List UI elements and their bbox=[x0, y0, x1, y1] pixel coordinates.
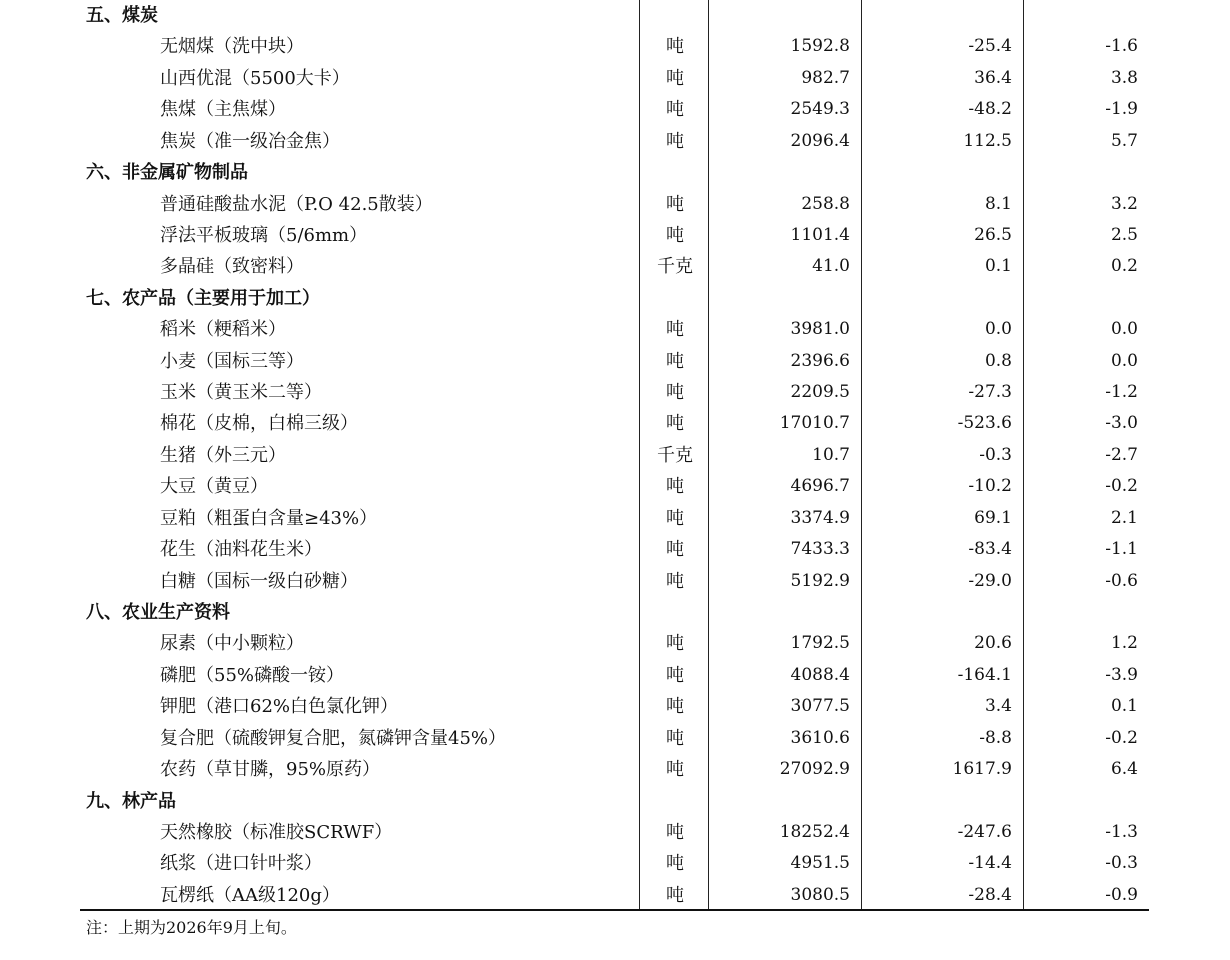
table-row bbox=[0, 31, 1230, 62]
price-cell: 18252.4 bbox=[779, 821, 850, 842]
unit-cell: 吨 bbox=[666, 539, 684, 561]
category-row bbox=[0, 786, 1230, 817]
unit-cell: 吨 bbox=[666, 130, 684, 152]
price-cell: 2396.6 bbox=[790, 350, 850, 371]
price-cell: 3981.0 bbox=[790, 319, 850, 340]
table-row bbox=[0, 377, 1230, 408]
percent-change-cell: -0.9 bbox=[1105, 884, 1138, 905]
change-cell: 0.1 bbox=[984, 256, 1012, 277]
change-cell: 36.4 bbox=[974, 67, 1012, 88]
category-title: 九、林产品 bbox=[86, 790, 176, 812]
change-cell: -48.2 bbox=[968, 99, 1012, 120]
price-cell: 3077.5 bbox=[790, 696, 850, 717]
category-title: 六、非金属矿物制品 bbox=[86, 162, 248, 184]
price-cell: 3374.9 bbox=[790, 507, 850, 528]
unit-cell: 吨 bbox=[666, 664, 684, 686]
product-name: 普通硅酸盐水泥（P.O 42.5散装） bbox=[160, 193, 433, 215]
table-row bbox=[0, 723, 1230, 754]
change-cell: -28.4 bbox=[968, 884, 1012, 905]
price-cell: 17010.7 bbox=[779, 413, 850, 434]
table-row bbox=[0, 503, 1230, 534]
percent-change-cell: -0.2 bbox=[1105, 727, 1138, 748]
change-cell: -29.0 bbox=[968, 570, 1012, 591]
table-row bbox=[0, 628, 1230, 659]
change-cell: -10.2 bbox=[968, 476, 1012, 497]
category-row bbox=[0, 597, 1230, 628]
product-name: 豆粕（粗蛋白含量≥43%） bbox=[160, 507, 378, 529]
percent-change-cell: 0.2 bbox=[1110, 256, 1138, 277]
unit-cell: 吨 bbox=[666, 193, 684, 215]
unit-cell: 吨 bbox=[666, 36, 684, 58]
price-cell: 3610.6 bbox=[790, 727, 850, 748]
product-name: 稻米（粳稻米） bbox=[160, 319, 286, 341]
price-cell: 1101.4 bbox=[790, 224, 850, 245]
price-cell: 5192.9 bbox=[790, 570, 850, 591]
unit-cell: 吨 bbox=[666, 350, 684, 372]
change-cell: -14.4 bbox=[968, 853, 1012, 874]
table-row bbox=[0, 126, 1230, 157]
unit-cell: 吨 bbox=[666, 319, 684, 341]
product-name: 天然橡胶（标准胶SCRWF） bbox=[160, 821, 393, 843]
unit-cell: 吨 bbox=[666, 727, 684, 749]
percent-change-cell: -0.2 bbox=[1105, 476, 1138, 497]
change-cell: -8.8 bbox=[979, 727, 1012, 748]
product-name: 无烟煤（洗中块） bbox=[160, 36, 304, 58]
product-name: 玉米（黄玉米二等） bbox=[160, 382, 322, 404]
unit-cell: 吨 bbox=[666, 696, 684, 718]
unit-cell: 吨 bbox=[666, 413, 684, 435]
category-title: 八、农业生产资料 bbox=[86, 601, 230, 623]
product-name: 小麦（国标三等） bbox=[160, 350, 304, 372]
change-cell: 8.1 bbox=[984, 193, 1012, 214]
category-row bbox=[0, 283, 1230, 314]
price-cell: 1592.8 bbox=[790, 36, 850, 57]
percent-change-cell: 2.1 bbox=[1110, 507, 1138, 528]
price-cell: 41.0 bbox=[812, 256, 850, 277]
change-cell: 69.1 bbox=[974, 507, 1012, 528]
unit-cell: 吨 bbox=[666, 853, 684, 875]
change-cell: -523.6 bbox=[957, 413, 1012, 434]
change-cell: 3.4 bbox=[984, 696, 1012, 717]
percent-change-cell: 6.4 bbox=[1110, 759, 1138, 780]
table-row bbox=[0, 314, 1230, 345]
unit-cell: 吨 bbox=[666, 99, 684, 121]
product-name: 浮法平板玻璃（5/6mm） bbox=[160, 224, 368, 246]
product-name: 复合肥（硫酸钾复合肥，氮磷钾含量45%） bbox=[160, 727, 507, 749]
percent-change-cell: -1.9 bbox=[1105, 99, 1138, 120]
category-title: 五、煤炭 bbox=[86, 5, 158, 26]
percent-change-cell: -1.2 bbox=[1105, 382, 1138, 403]
unit-cell: 吨 bbox=[666, 759, 684, 781]
unit-cell: 吨 bbox=[666, 570, 684, 592]
table-bottom-rule bbox=[80, 909, 1149, 911]
percent-change-cell: 0.1 bbox=[1110, 696, 1138, 717]
percent-change-cell: 3.2 bbox=[1110, 193, 1138, 214]
category-row bbox=[0, 0, 1230, 31]
unit-cell: 吨 bbox=[666, 633, 684, 655]
table-row bbox=[0, 471, 1230, 502]
product-name: 生猪（外三元） bbox=[160, 444, 286, 466]
product-name: 尿素（中小颗粒） bbox=[160, 633, 304, 655]
unit-cell: 吨 bbox=[666, 884, 684, 906]
table-row bbox=[0, 440, 1230, 471]
product-name: 磷肥（55%磷酸一铵） bbox=[160, 664, 345, 686]
product-name: 瓦楞纸（AA级120g） bbox=[160, 884, 340, 906]
price-cell: 258.8 bbox=[801, 193, 850, 214]
percent-change-cell: 3.8 bbox=[1110, 67, 1138, 88]
percent-change-cell: 1.2 bbox=[1110, 633, 1138, 654]
category-row bbox=[0, 157, 1230, 188]
change-cell: 20.6 bbox=[974, 633, 1012, 654]
table-row bbox=[0, 63, 1230, 94]
table-row bbox=[0, 534, 1230, 565]
price-cell: 4088.4 bbox=[790, 664, 850, 685]
change-cell: 1617.9 bbox=[952, 759, 1012, 780]
unit-cell: 吨 bbox=[666, 821, 684, 843]
price-cell: 2549.3 bbox=[790, 99, 850, 120]
percent-change-cell: 5.7 bbox=[1110, 130, 1138, 151]
price-cell: 3080.5 bbox=[790, 884, 850, 905]
category-title: 七、农产品（主要用于加工） bbox=[86, 287, 320, 309]
percent-change-cell: 0.0 bbox=[1110, 319, 1138, 340]
price-cell: 10.7 bbox=[812, 444, 850, 465]
product-name: 花生（油料花生米） bbox=[160, 539, 322, 561]
percent-change-cell: -0.3 bbox=[1105, 853, 1138, 874]
unit-cell: 吨 bbox=[666, 476, 684, 498]
price-cell: 2096.4 bbox=[790, 130, 850, 151]
table-row bbox=[0, 251, 1230, 282]
price-cell: 2209.5 bbox=[790, 382, 850, 403]
table-row bbox=[0, 754, 1230, 785]
percent-change-cell: -0.6 bbox=[1105, 570, 1138, 591]
table-row bbox=[0, 660, 1230, 691]
price-cell: 4951.5 bbox=[790, 853, 850, 874]
percent-change-cell: -1.6 bbox=[1105, 36, 1138, 57]
product-name: 大豆（黄豆） bbox=[160, 476, 268, 498]
change-cell: 0.0 bbox=[984, 319, 1012, 340]
table-row bbox=[0, 691, 1230, 722]
table-row bbox=[0, 189, 1230, 220]
table-row bbox=[0, 220, 1230, 251]
table-row bbox=[0, 566, 1230, 597]
product-name: 多晶硅（致密料） bbox=[160, 256, 304, 278]
change-cell: -27.3 bbox=[968, 382, 1012, 403]
price-cell: 27092.9 bbox=[779, 759, 850, 780]
table-row bbox=[0, 94, 1230, 125]
change-cell: 0.8 bbox=[984, 350, 1012, 371]
percent-change-cell: -2.7 bbox=[1105, 444, 1138, 465]
price-cell: 982.7 bbox=[801, 67, 850, 88]
change-cell: -25.4 bbox=[968, 36, 1012, 57]
unit-cell: 吨 bbox=[666, 382, 684, 404]
unit-cell: 吨 bbox=[666, 507, 684, 529]
price-cell: 7433.3 bbox=[790, 539, 850, 560]
unit-cell: 吨 bbox=[666, 67, 684, 89]
percent-change-cell: -1.1 bbox=[1105, 539, 1138, 560]
percent-change-cell: 0.0 bbox=[1110, 350, 1138, 371]
change-cell: 26.5 bbox=[974, 224, 1012, 245]
product-name: 棉花（皮棉，白棉三级） bbox=[160, 413, 358, 435]
table-row bbox=[0, 848, 1230, 879]
percent-change-cell: 2.5 bbox=[1110, 224, 1138, 245]
percent-change-cell: -3.9 bbox=[1105, 664, 1138, 685]
unit-cell: 吨 bbox=[666, 224, 684, 246]
product-name: 白糖（国标一级白砂糖） bbox=[160, 570, 358, 592]
change-cell: -247.6 bbox=[957, 821, 1012, 842]
product-name: 焦炭（准一级冶金焦） bbox=[160, 130, 340, 152]
percent-change-cell: -1.3 bbox=[1105, 821, 1138, 842]
unit-cell: 千克 bbox=[657, 444, 693, 466]
percent-change-cell: -3.0 bbox=[1105, 413, 1138, 434]
product-name: 焦煤（主焦煤） bbox=[160, 99, 286, 121]
price-cell: 1792.5 bbox=[790, 633, 850, 654]
change-cell: -0.3 bbox=[979, 444, 1012, 465]
product-name: 农药（草甘膦，95%原药） bbox=[160, 759, 381, 781]
unit-cell: 千克 bbox=[657, 256, 693, 278]
product-name: 纸浆（进口针叶浆） bbox=[160, 853, 322, 875]
price-cell: 4696.7 bbox=[790, 476, 850, 497]
table-row bbox=[0, 817, 1230, 848]
change-cell: 112.5 bbox=[963, 130, 1012, 151]
product-name: 山西优混（5500大卡） bbox=[160, 67, 350, 89]
change-cell: -83.4 bbox=[968, 539, 1012, 560]
table-row bbox=[0, 880, 1230, 911]
product-name: 钾肥（港口62%白色氯化钾） bbox=[160, 696, 399, 718]
table-row bbox=[0, 408, 1230, 439]
table-row bbox=[0, 346, 1230, 377]
change-cell: -164.1 bbox=[957, 664, 1012, 685]
table-footnote: 注：上期为2026年9月上旬。 bbox=[86, 918, 297, 937]
